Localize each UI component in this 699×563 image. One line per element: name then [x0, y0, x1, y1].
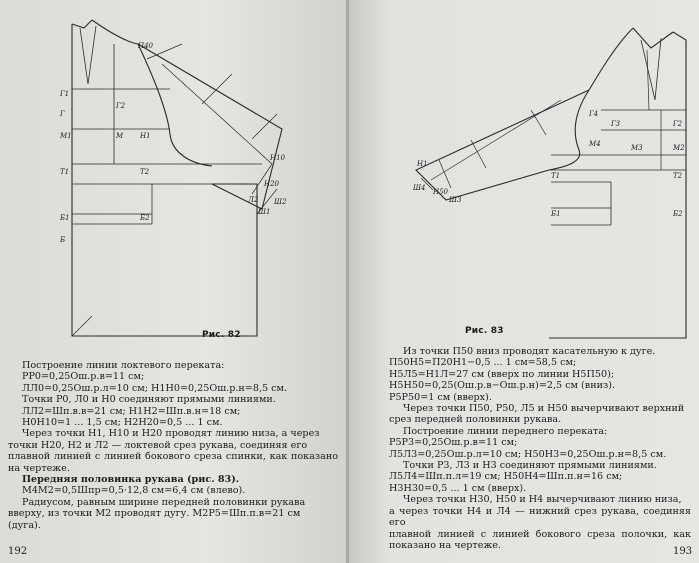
- right-line: Р5Р50=1 см (вверх).: [389, 391, 492, 403]
- pattern-figure-83: [411, 10, 696, 340]
- label-b2-r: Б2: [673, 210, 683, 218]
- label-g3: Г3: [611, 120, 621, 128]
- right-line: Через точки Н30, Н50 и Н4 вычерчивают линию низа,: [403, 494, 682, 506]
- label-g2: Г2: [116, 102, 126, 110]
- right-line: Р5Р3=0,25Ош.р.в=11 см;: [389, 437, 518, 449]
- figure-caption-83: Рис. 83: [465, 326, 504, 336]
- right-line: Н3Н30=0,5 ... 1 см (вверх).: [389, 482, 527, 494]
- label-n50: Н50: [433, 188, 449, 196]
- left-body-text: [8, 360, 338, 531]
- label-g1: Г1: [60, 90, 70, 98]
- label-sh3: Ш3: [449, 196, 462, 204]
- left-line: ЛЛ0=0,25Ош.р.л=10 см; Н1Н0=0,25Ош.р.н=8,5 см.: [22, 382, 288, 394]
- left-line: ЛЛ2=Шп.в.в=21 см; Н1Н2=Шп.в.н=18 см;: [22, 405, 241, 417]
- label-b1: Б1: [60, 214, 70, 222]
- left-line: Построение линии локтевого переката:: [22, 360, 225, 371]
- left-line: вверху, из точки М2 проводят дугу. М2Р5=Шп.п.в=21 см: [8, 508, 301, 520]
- label-g2-r: Г2: [673, 120, 683, 128]
- right-line: Н5Н50=0,25(Ош.р.в−Ош.р.н)=2,5 см (вниз).: [389, 380, 616, 392]
- label-t1-r: Т1: [551, 172, 561, 180]
- label-m2: М2: [673, 144, 685, 152]
- label-n1: Н1: [140, 132, 151, 140]
- left-line: точки Н20, Н2 и Л2 — локтевой срез рукава, соединяя его: [8, 439, 308, 451]
- label-n20: Н20: [264, 180, 280, 188]
- right-line: Л5Л4=Шп.п.л=19 см; Н50Н4=Шп.п.н=16 см;: [389, 471, 623, 483]
- left-line: (дуга).: [8, 519, 41, 531]
- right-line: срез передней половинки рукава.: [389, 414, 562, 426]
- right-line: Л5Л3=0,25Ош.р.л=10 см; Н50Н3=0,25Ош.р.н=8,5 см.: [389, 448, 667, 460]
- left-line: плавной линией с линией бокового среза спинки, как показано на чертеже.: [8, 451, 338, 474]
- left-line: Точки Р0, Л0 и Н0 соединяют прямыми линиями.: [22, 394, 276, 406]
- label-b2: Б2: [140, 214, 150, 222]
- label-p40: П40: [138, 42, 154, 50]
- label-n1-r: Н1: [417, 160, 428, 168]
- label-sh1: Ш1: [258, 208, 271, 216]
- page-number-right: 193: [673, 546, 693, 557]
- left-section-heading: Передняя половинка рукава (рис. 83).: [22, 474, 240, 486]
- left-line: М4М2=0,5Шпр=0,5·12,8 см=6,4 см (влево).: [22, 485, 246, 497]
- label-m: М: [116, 132, 124, 140]
- right-line: Точки Р3, Л3 и Н3 соединяют прямыми линиями.: [403, 460, 657, 472]
- label-g: Г: [60, 110, 65, 118]
- left-line: Н0Н10=1 ... 1,5 см; Н2Н20=0,5 ... 1 см.: [22, 417, 223, 429]
- right-line: плавной линией с линией бокового среза полочки, как показано на чертеже.: [389, 528, 691, 551]
- right-body-text: [389, 346, 691, 551]
- label-t2-r: Т2: [673, 172, 683, 180]
- label-t1: Т1: [60, 168, 70, 176]
- figure-caption-82: Рис. 82: [202, 330, 241, 340]
- label-m1: М1: [60, 132, 72, 140]
- pattern-drawing-82: [52, 14, 342, 339]
- left-line: РР0=0,25Ош.р.в=11 см;: [22, 371, 145, 383]
- right-line: Построение линии переднего переката:: [403, 425, 608, 437]
- right-line: а через точки Н4 и Л4 — нижний срез рукава, соединяя его: [389, 505, 691, 529]
- label-t2: Т2: [140, 168, 150, 176]
- label-g4: Г4: [589, 110, 599, 118]
- left-line: Радиусом, равным ширине передней половинки рукава: [22, 496, 306, 508]
- right-line: П50Н5=П20Н1−0,5 ... 1 см=58,5 см;: [389, 357, 577, 369]
- label-n10: Н10: [270, 154, 286, 162]
- left-page: [0, 0, 349, 563]
- label-b: Б: [60, 236, 66, 244]
- label-sh4: Ш4: [413, 184, 426, 192]
- label-b1-r: Б1: [551, 210, 561, 218]
- right-line: Из точки П50 вниз проводят касательную к дуге.: [403, 346, 656, 357]
- label-l2: Л2: [248, 196, 259, 204]
- label-m4: М4: [589, 140, 601, 148]
- right-page: [349, 0, 699, 563]
- right-line: Н5Л5=Н1Л=27 см (вверх по линии Н5П50);: [389, 368, 615, 380]
- page-number-left: 192: [8, 546, 28, 557]
- label-sh2: Ш2: [274, 198, 287, 206]
- label-m3: М3: [631, 144, 643, 152]
- pattern-figure-82: [52, 14, 342, 339]
- left-line: Через точки Н1, Н10 и Н20 проводят линию низа, а через: [22, 428, 320, 440]
- right-line: Через точки П50, Р50, Л5 и Н50 вычерчивают верхний: [403, 403, 685, 415]
